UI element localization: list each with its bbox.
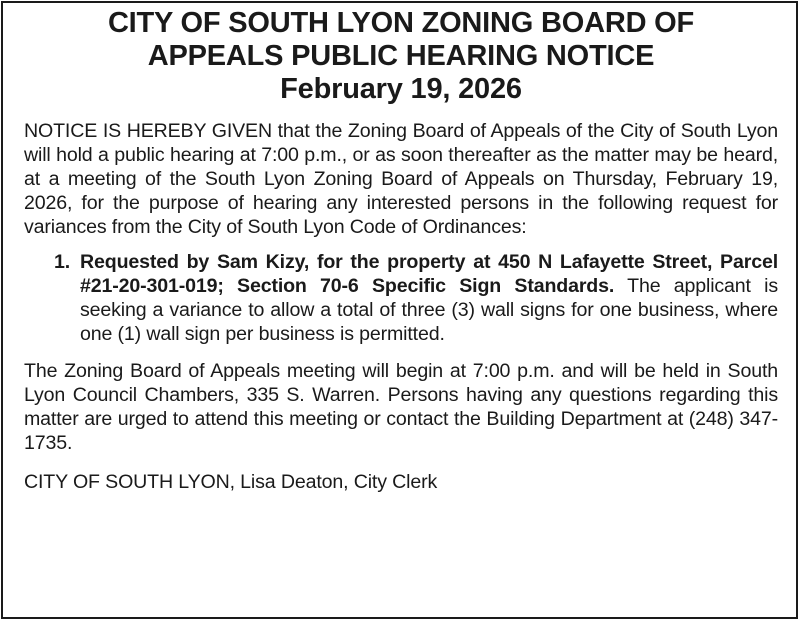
meeting-info-paragraph: The Zoning Board of Appeals meeting will begin at 7:00 p.m. and will be held in South Lyon Council Chambers, 335 S. Warren. Persons having any questions regarding this matter are urged to attend this meeting or contact the Building Department at (248) 347-1735. bbox=[24, 360, 778, 454]
item-request-description: The applicant is seeking a variance to allow a total of three (3) wall signs for one business, where one (1) wall sign per business is permitted. bbox=[80, 275, 778, 345]
title-line-1: CITY OF SOUTH LYON ZONING BOARD OF bbox=[107, 7, 695, 39]
public-hearing-notice bbox=[1, 1, 798, 619]
request-item bbox=[24, 250, 778, 346]
hearing-date: February 19, 2026 bbox=[280, 73, 522, 105]
item-number: 1. bbox=[54, 251, 71, 273]
title-line-2: APPEALS PUBLIC HEARING NOTICE bbox=[147, 40, 655, 72]
item-request-heading: Requested by Sam Kizy, for the property at 450 N Lafayette Street, Parcel #21-20-301-019; Section 70-6 Specific Sign Standards. bbox=[80, 251, 778, 297]
intro-paragraph: NOTICE IS HEREBY GIVEN that the Zoning Board of Appeals of the City of South Lyon will hold a public hearing at 7:00 p.m., or as soon thereafter as the matter may be heard, at a meeting of the South Lyon Zoning Board of Appeals on Thursday, February 19, 2026, for the purpose of hearing any interested persons in the following request for variances from the City of South Lyon Code of Ordinances: bbox=[24, 120, 778, 238]
notice-title bbox=[24, 7, 778, 106]
signoff: CITY OF SOUTH LYON, Lisa Deaton, City Clerk bbox=[24, 471, 438, 493]
